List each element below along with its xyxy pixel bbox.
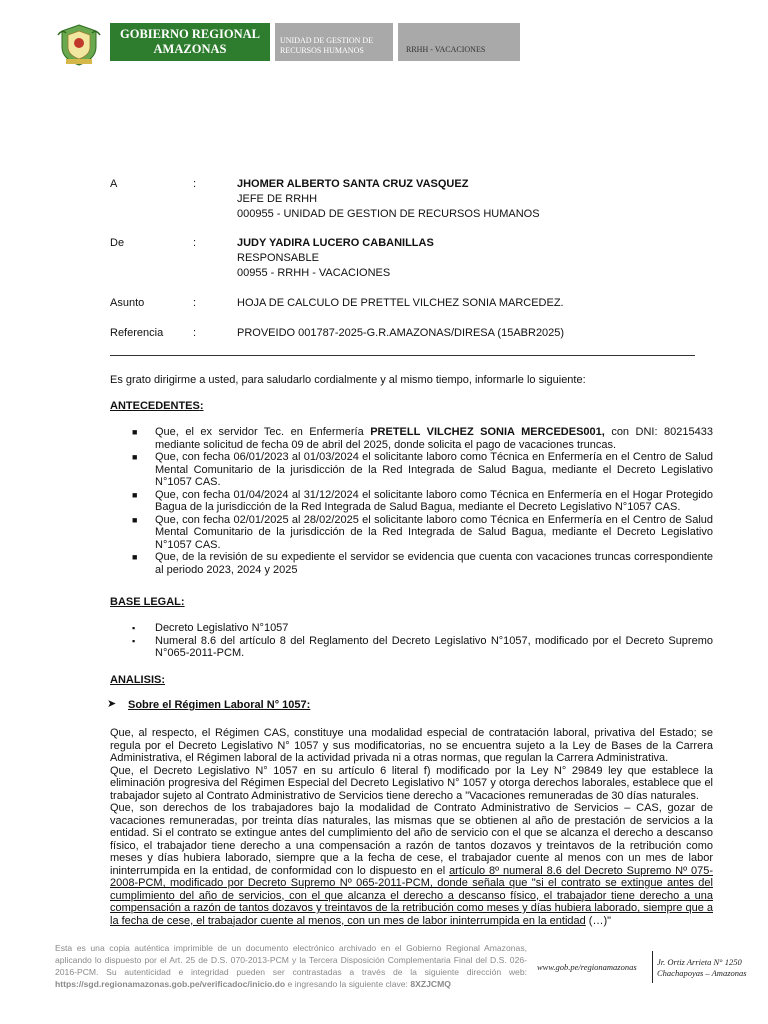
footer-verify-link[interactable]: https://sgd.regionamazonas.gob.pe/verificadoc/inicio.do <box>55 979 286 989</box>
footer-address-line1: Jr. Ortiz Arrieta N° 1250 <box>657 957 742 967</box>
footer-divider <box>652 951 653 983</box>
bullet-icon: ■ <box>132 514 138 525</box>
list-item <box>132 426 713 451</box>
analisis-p3-end: (…)" <box>585 914 612 927</box>
subject-label: Asunto <box>110 297 145 309</box>
analisis-p3-text: Que, son derechos de los trabajadores bajo la modalidad de Contrato Administrativo de Servicios – CAS, gozar de vacaciones remuneradas, por treinta días naturales, las mismas que se obtienen al año de prestación de servicios a la entidad. Si el contrato se extingue antes del cumplimiento del año de servicio con el que se alcanza el derecho a descanso físico, el trabajador tiene derecho a una compensación a razón de tantos dozavos y treintavos de la retribución como meses y días hubiera laborado, siempre que a la fecha de cese, el trabajador cuente al menos con un mes de labor ininterrumpida en la entidad, de conformidad con lo dispuesto en el <box>110 802 713 877</box>
org-name-line1: GOBIERNO REGIONAL <box>120 27 260 41</box>
to-name: JHOMER ALBERTO SANTA CRUZ VASQUEZ <box>237 178 469 190</box>
subject-colon: : <box>193 297 197 309</box>
base-legal-2: Numeral 8.6 del artículo 8 del Reglamento del Decreto Legislativo N°1057, modificado por el Decreto Supremo N°065-2011-PCM. <box>155 634 713 659</box>
reference-label: Referencia <box>110 327 164 339</box>
antecedentes-heading: ANTECEDENTES: <box>110 400 204 412</box>
list-item <box>132 635 713 660</box>
to-unit: 000955 - UNIDAD DE GESTION DE RECURSOS HUMANOS <box>237 208 540 220</box>
dept-label: RRHH - VACACIONES <box>406 45 486 54</box>
bullet-icon: ▪ <box>132 623 136 633</box>
bullet-icon: ■ <box>132 489 138 500</box>
unit-line1: UNIDAD DE GESTION DE <box>280 36 374 45</box>
analisis-paragraph-3 <box>110 802 713 927</box>
footer-website[interactable]: www.gob.pe/regionamazonas <box>537 962 637 972</box>
antecedente-1-pre: Que, el ex servidor Tec. en Enfermería <box>155 426 371 438</box>
base-legal-heading: BASE LEGAL: <box>110 596 185 608</box>
base-legal-list <box>132 622 713 660</box>
antecedente-4: Que, con fecha 02/01/2025 al 28/02/2025 el solicitante laboro como Técnica en Enfermería en el Centro de Salud Mental Comunitario de la jurisdicción de la Red Integrada de Salud Bagua, mediante el Decreto Legislativo N°1057 CAS. <box>155 513 713 551</box>
arrow-bullet-icon: ➤ <box>107 698 117 710</box>
antecedente-2: Que, con fecha 06/01/2023 al 01/03/2024 el solicitante laboro como Técnica en Enfermería en el Centro de Salud Mental Comunitario de la jurisdicción de la Red Integrada de Salud Bagua, mediante el Decreto Legislativo N°1057 CAS. <box>155 451 713 488</box>
intro-paragraph: Es grato dirigirme a usted, para saludarlo cordialmente y al mismo tiempo, informarle lo siguiente: <box>110 374 586 386</box>
base-legal-title: BASE LEGAL <box>110 596 181 608</box>
footer-verify-code: 8XZJCMQ <box>410 979 451 989</box>
unit-banner <box>275 23 393 61</box>
footer-address <box>657 957 747 979</box>
reference-colon: : <box>193 327 197 339</box>
list-item <box>132 489 713 514</box>
footer-text-2: e ingresando la siguiente clave: <box>285 979 408 989</box>
antecedente-5: Que, de la revisión de su expediente el servidor se evidencia que cuenta con vacaciones truncas correspondiente al periodo 2023, 2024 y 2025 <box>155 551 713 576</box>
analisis-p3-quote: artículo 8º numeral 8.6 del Decreto Supremo Nº 075-2008-PCM, modificado por Decreto Supremo Nº 065-2011-PCM, donde señala que "si el contrato se extingue antes del cumplimiento del año de servicios, con el que alcanza el derecho a descanso físico, el trabajador tiene derecho a una compensación a razón de tantos dozavos y treintavos de la retribución como meses y días hubiera laborado, siempre que a la fecha de cese, el trabajador cuente al menos, con un mes de labor ininterrumpida en la entidad <box>110 864 713 927</box>
to-label: A <box>110 178 118 190</box>
antecedente-1-post: con DNI: 80215433 mediante solicitud de fecha 09 de abril del 2025, donde solicita el pago de vacaciones truncas. <box>155 426 713 451</box>
footer-address-line2: Chachapoyas – Amazonas <box>657 968 747 978</box>
from-colon: : <box>193 237 197 249</box>
regional-seal-logo <box>56 23 102 67</box>
to-role: JEFE DE RRHH <box>237 193 318 205</box>
org-name-line2: AMAZONAS <box>153 42 227 56</box>
bullet-icon: ▪ <box>132 635 136 646</box>
unit-line2: RECURSOS HUMANOS <box>280 46 364 55</box>
to-block <box>237 177 540 222</box>
from-unit: 00955 - RRHH - VACACIONES <box>237 267 391 279</box>
from-block <box>237 236 434 281</box>
reference-text: PROVEIDO 001787-2025-G.R.AMAZONAS/DIRESA (15ABR2025) <box>237 327 565 339</box>
footer-verification-text <box>55 942 527 990</box>
analisis-body <box>110 727 713 927</box>
analisis-paragraph-2: Que, el Decreto Legislativo N° 1057 en su artículo 6 literal f) modificado por la Ley N° 29849 ley que establece la eliminación progresiva del Régimen Especial del Decreto Legislativo N° 1057 y otorga derechos laborales, establece que el trabajador sujeto al Contrato Administrativo de Servicios tiene derecho a "Vacaciones remuneradas de 30 días naturales. <box>110 764 713 802</box>
subject-text: HOJA DE CALCULO DE PRETTEL VILCHEZ SONIA MARCEDEZ. <box>237 297 564 309</box>
to-colon: : <box>193 178 197 190</box>
antecedente-3: Que, con fecha 01/04/2024 al 31/12/2024 el solicitante laboro como Técnica en Enfermería en el Hogar Protegido Bagua de la jurisdicción de la Red Integrada de Salud Bagua, mediante el Decreto Legislativo N°1057 CAS. <box>155 488 713 513</box>
analisis-heading: ANALISIS: <box>110 674 165 686</box>
analisis-subheading: Sobre el Régimen Laboral N° 1057: <box>128 699 311 711</box>
antecedentes-title: ANTECEDENTES <box>110 400 200 412</box>
header-divider <box>110 355 695 356</box>
list-item <box>132 622 713 635</box>
from-role: RESPONSABLE <box>237 252 319 264</box>
from-name: JUDY YADIRA LUCERO CABANILLAS <box>237 237 434 249</box>
list-item <box>132 551 713 576</box>
bullet-icon: ■ <box>132 452 138 462</box>
from-label: De <box>110 237 125 249</box>
list-item <box>132 514 713 552</box>
antecedente-1-name: PRETELL VILCHEZ SONIA MERCEDES001, <box>370 426 605 438</box>
footer-text: Esta es una copia auténtica imprimible de un documento electrónico archivado en el Gobierno Regional Amazonas, aplicando lo dispuesto por el Art. 25 de D.S. 070-2013-PCM y la Tercera Disposición Complementaria Final del D.S. 026-2016-PCM. Su autenticidad e integridad pueden ser contrastadas a través de la siguiente dirección web: <box>55 943 527 977</box>
base-legal-1: Decreto Legislativo N°1057 <box>155 622 289 634</box>
bullet-icon: ■ <box>132 552 138 562</box>
dept-banner <box>398 23 520 61</box>
analisis-paragraph-1: Que, al respecto, el Régimen CAS, constituye una modalidad especial de contratación laboral, privativa del Estado; se regula por el Decreto Legislativo N° 1057 y sus modificatorias, no se encuentra sujeto a la Ley de Bases de la Carrera Administrativa, el Régimen laboral de la actividad privada ni a otras normas, que regulan la Carrera Administrativa. <box>110 727 713 764</box>
antecedentes-list <box>132 426 713 576</box>
org-name-banner <box>110 23 270 61</box>
list-item <box>132 451 713 489</box>
bullet-icon: ■ <box>132 427 138 437</box>
